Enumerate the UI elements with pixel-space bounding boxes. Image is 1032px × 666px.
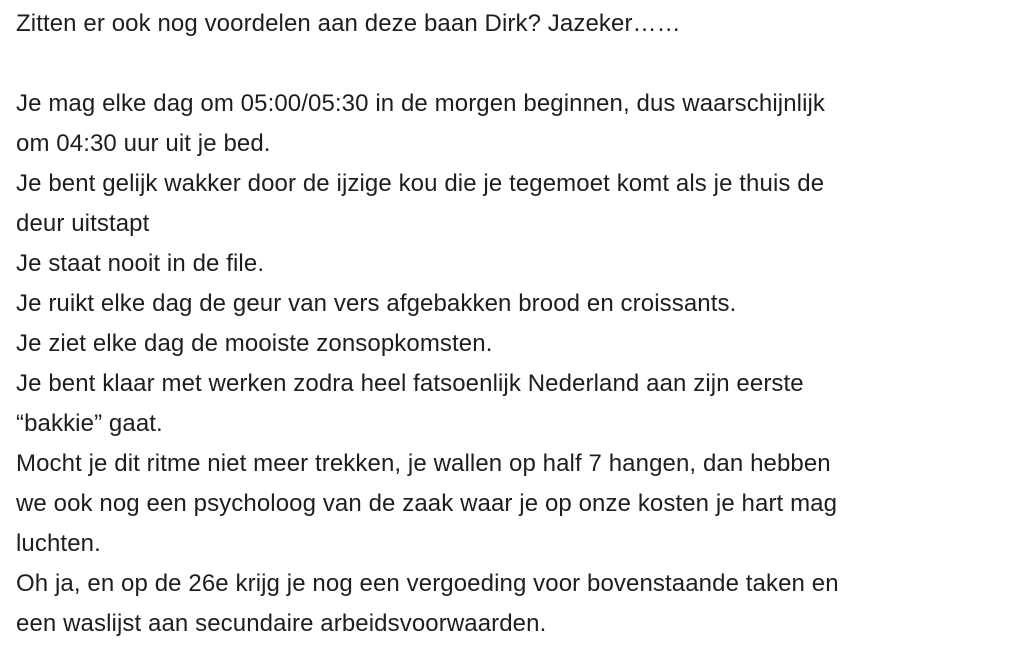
text-line: Je staat nooit in de file.	[16, 250, 265, 277]
text-line: Je mag elke dag om 05:00/05:30 in de morgen beginnen, dus waarschijnlijk	[16, 90, 826, 117]
text-line: om 04:30 uur uit je bed.	[16, 130, 271, 157]
text-line: Mocht je dit ritme niet meer trekken, je wallen op half 7 hangen, dan hebben	[16, 450, 831, 477]
text-line: Je ruikt elke dag de geur van vers afgebakken brood en croissants.	[16, 290, 737, 317]
text-line: luchten.	[16, 530, 101, 557]
blank-line	[16, 44, 1016, 84]
text-line: deur uitstapt	[16, 210, 150, 237]
text-line: een waslijst aan secundaire arbeidsvoorwaarden.	[16, 610, 547, 637]
text-line: Oh ja, en op de 26e krijg je nog een vergoeding voor bovenstaande taken en	[16, 570, 839, 597]
text-line: Je bent klaar met werken zodra heel fatsoenlijk Nederland aan zijn eerste	[16, 370, 804, 397]
text-line: we ook nog een psycholoog van de zaak waar je op onze kosten je hart mag	[16, 490, 838, 517]
text-line: Je ziet elke dag de mooiste zonsopkomsten.	[16, 330, 493, 357]
text-line: Je bent gelijk wakker door de ijzige kou die je tegemoet komt als je thuis de	[16, 170, 825, 197]
text-line: Zitten er ook nog voordelen aan deze baan Dirk? Jazeker……	[16, 10, 681, 37]
text-line: “bakkie” gaat.	[16, 410, 163, 437]
